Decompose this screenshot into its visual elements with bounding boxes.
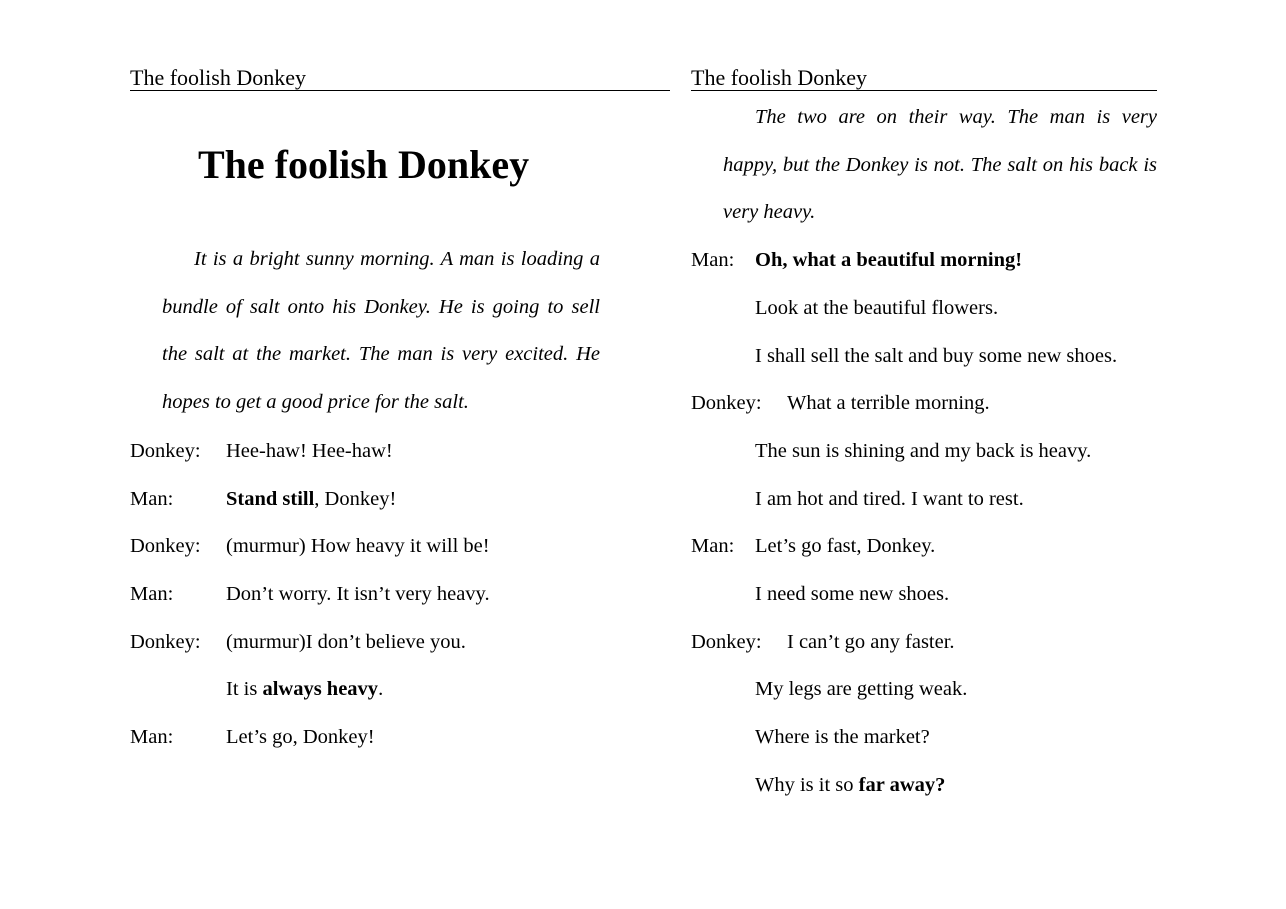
speech: My legs are getting weak. (755, 678, 968, 700)
speech: I can’t go any faster. (787, 631, 955, 653)
narration-text: The two are on their way. The man is very happy, but the Donkey is not. The salt on his back is very heavy. (723, 106, 1157, 224)
speaker: Man: (130, 488, 174, 510)
speech: It is always heavy. (226, 678, 384, 700)
header-rule (130, 90, 670, 91)
speaker: Donkey: (130, 631, 201, 653)
speech: Where is the market? (755, 726, 930, 748)
speech: What a terrible morning. (787, 392, 990, 414)
speech: I am hot and tired. I want to rest. (755, 488, 1024, 510)
speech: Let’s go fast, Donkey. (755, 535, 936, 557)
speech: Look at the beautiful flowers. (755, 297, 999, 319)
speech: The sun is shining and my back is heavy. (755, 440, 1092, 462)
left-page (130, 0, 670, 909)
speaker: Man: (691, 535, 735, 557)
page-title: The foolish Donkey (198, 142, 530, 187)
narration (162, 236, 600, 427)
speech: Why is it so far away? (755, 774, 946, 796)
narration (723, 94, 1157, 237)
speaker: Man: (130, 583, 174, 605)
speech: I shall sell the salt and buy some new shoes. (755, 345, 1118, 367)
speaker: Donkey: (691, 631, 762, 653)
speech: Hee-haw! Hee-haw! (226, 440, 393, 462)
running-head: The foolish Donkey (130, 65, 306, 90)
speech: I need some new shoes. (755, 583, 950, 605)
speech: Stand still, Donkey! (226, 488, 397, 510)
speech: Don’t worry. It isn’t very heavy. (226, 583, 490, 605)
speech: (murmur)I don’t believe you. (226, 631, 466, 653)
right-page (691, 0, 1157, 909)
header-rule (691, 90, 1157, 91)
speaker: Man: (130, 726, 174, 748)
running-head: The foolish Donkey (691, 65, 867, 90)
speech: Oh, what a beautiful morning! (755, 249, 1023, 271)
speaker: Donkey: (130, 535, 201, 557)
speech: (murmur) How heavy it will be! (226, 535, 490, 557)
speaker: Man: (691, 249, 735, 271)
narration-text: It is a bright sunny morning. A man is loading a bundle of salt onto his Donkey. He is going to sell the salt at the market. The man is very excited. He hopes to get a good price for the salt. (162, 248, 600, 414)
speaker: Donkey: (691, 392, 762, 414)
speaker: Donkey: (130, 440, 201, 462)
speech: Let’s go, Donkey! (226, 726, 375, 748)
